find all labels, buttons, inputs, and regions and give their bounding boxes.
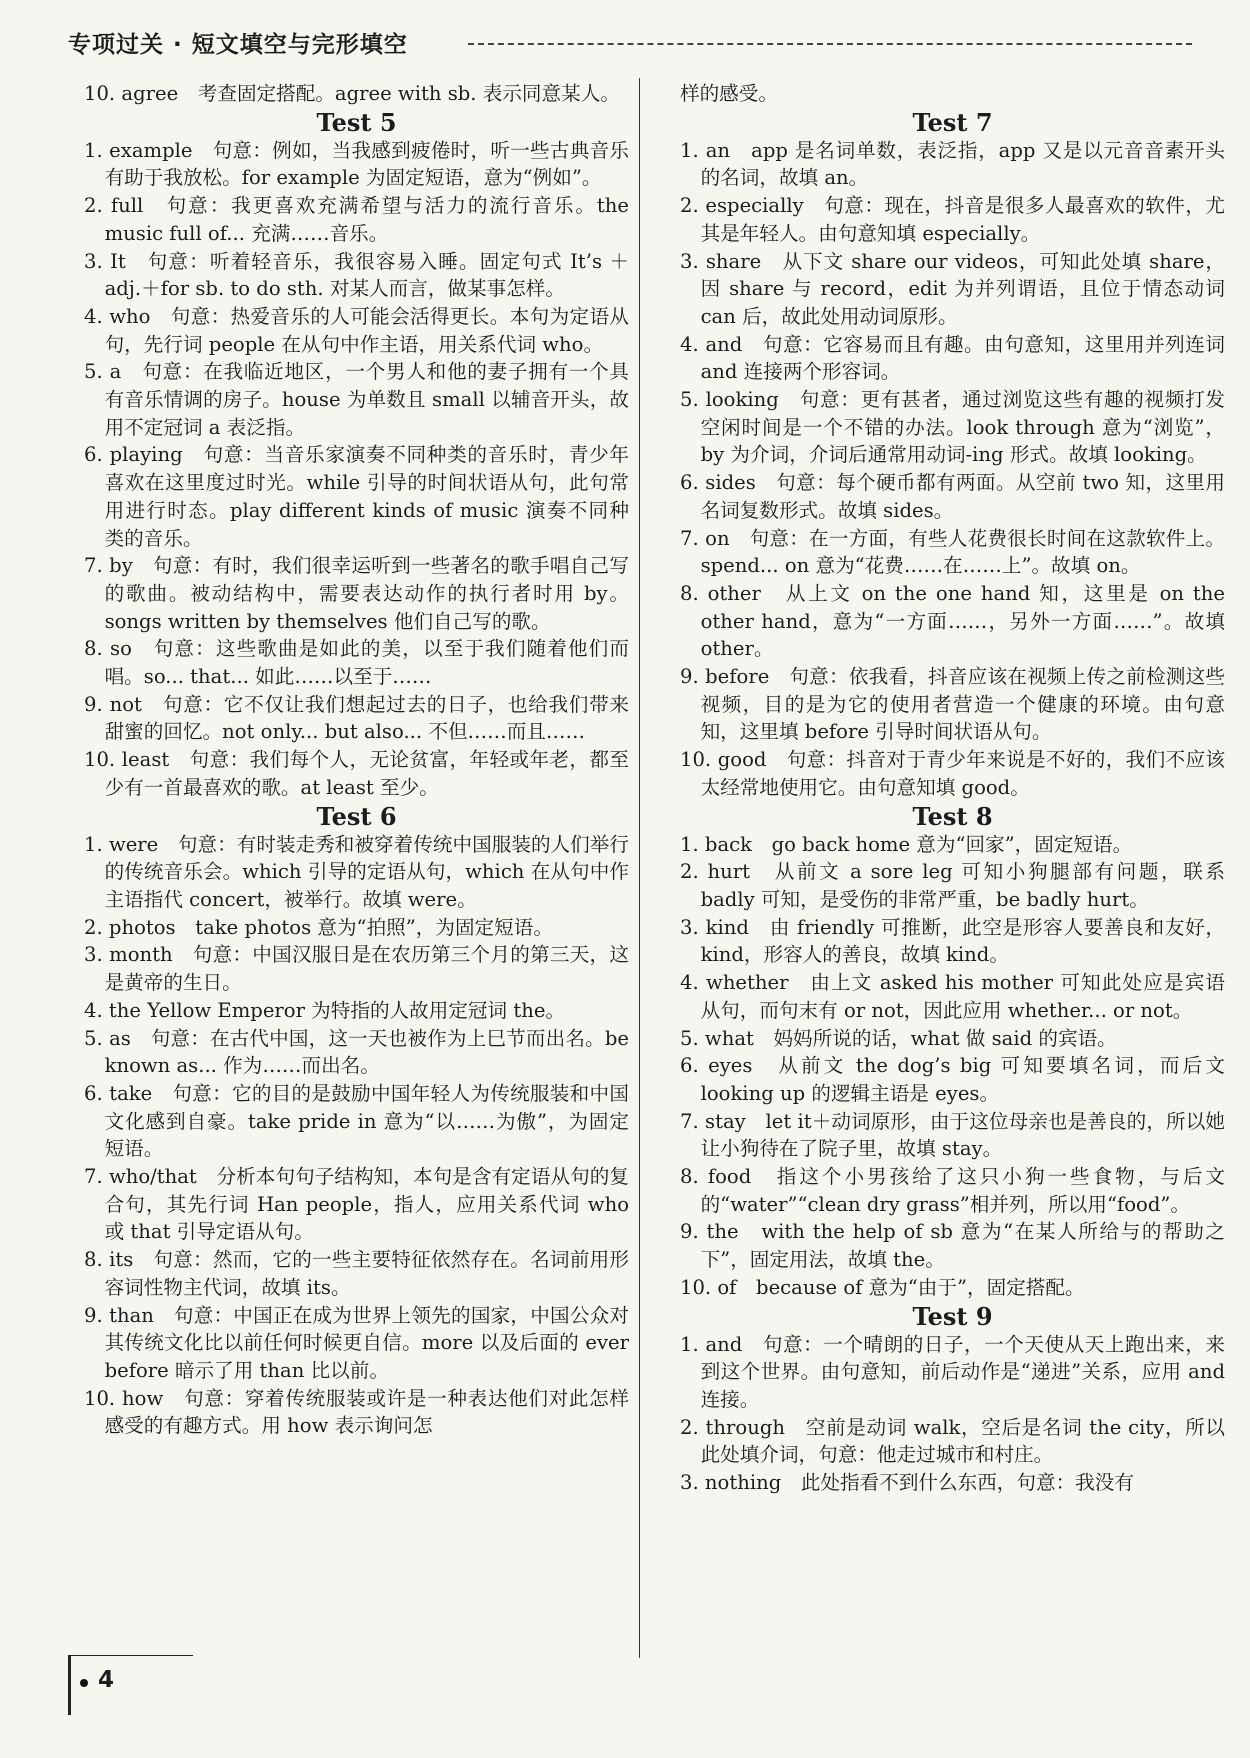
answer-item: 7. by 句意：有时，我们很幸运听到一些著名的歌手唱自己写的歌曲。被动结构中，需要表达动作的执行者时用 by。songs written by themselves 他们自己写的歌。 [84, 554, 629, 633]
answer-item: 8. other 从上文 on the one hand 知，这里是 on the other hand，意为“一方面……，另外一方面……”。故填 other。 [680, 581, 1225, 661]
page-footer [68, 1655, 193, 1715]
answer-item: 3. kind 由 friendly 可推断，此空是形容人要善良和友好，kind，形容人的善良，故填 kind。 [680, 915, 1225, 967]
answer-item: 10. least 句意：我们每个人，无论贫富，年轻或年老，都至少有一首最喜欢的歌。at least 至少。 [84, 748, 629, 799]
section-title: Test 9 [912, 1301, 993, 1331]
answer-item: 1. example 句意：例如，当我感到疲倦时，听一些古典音乐有助于我放松。for example 为固定短语，意为“例如”。 [84, 138, 629, 190]
answer-item: 6. eyes 从前文 the dog’s big 可知要填名词，而后文 looking up 的逻辑主语是 eyes。 [680, 1054, 1225, 1105]
answer-item: 4. who 句意：热爱音乐的人可能会活得更长。本句为定语从句，先行词 people 在从句中作主语，用关系代词 who。 [84, 304, 629, 356]
column-divider [639, 78, 640, 1658]
answer-item: 9. the with the help of sb 意为“在某人所给与的帮助之下”，固定用法，故填 the。 [680, 1220, 1225, 1272]
answer-item: 10. good 句意：抖音对于青少年来说是不好的，我们不应该太经常地使用它。由句意知填 good。 [680, 748, 1225, 799]
answer-item: 10. agree 考查固定搭配。agree with sb. 表示同意某人。 [84, 82, 620, 105]
answer-item: 3. month 句意：中国汉服日是在农历第三个月的第三天，这是黄帝的生日。 [84, 943, 629, 995]
answer-item: 10. how 句意：穿着传统服装或许是一种表达他们对此怎样感受的有趣方式。用 how 表示询问怎 [84, 1386, 629, 1438]
answer-item: 8. its 句意：然而，它的一些主要特征依然存在。名词前用形容词性物主代词，故填 its。 [84, 1248, 629, 1299]
answer-item: 7. on 句意：在一方面，有些人花费很长时间在这款软件上。spend... on 意为“花费……在……上”。故填 on。 [680, 526, 1225, 578]
answer-item: 7. who/that 分析本句句子结构知，本句是含有定语从句的复合句，其先行词 Han people，指人，应用关系代词 who 或 that 引导定语从句。 [84, 1165, 629, 1244]
section-title: Test 7 [912, 107, 993, 137]
answer-item: 5. what 妈妈所说的话，what 做 said 的宾语。 [680, 1026, 1117, 1050]
section-title: Test 6 [316, 801, 397, 831]
answer-item: 7. stay let it＋动词原形，由于这位母亲也是善良的，所以她让小狗待在了院子里，故填 stay。 [680, 1109, 1225, 1161]
answer-item: 9. than 句意：中国正在成为世界上领先的国家，中国公众对其传统文化比以前任何时候更自信。more 以及后面的 ever before 暗示了用 than 比以前。 [84, 1303, 629, 1382]
answer-item: 2. hurt 从前文 a sore leg 可知小狗腿部有问题，联系 badly 可知，是受伤的非常严重，be badly hurt。 [680, 860, 1225, 911]
answer-item: 5. a 句意：在我临近地区，一个男人和他的妻子拥有一个具有音乐情调的房子。house 为单数且 small 以辅音开头，故用不定冠词 a 表泛指。 [84, 360, 629, 439]
answer-item: 1. were 句意：有时装走秀和被穿着传统中国服装的人们举行的传统音乐会。which 引导的定语从句，which 在从句中作主语指代 concert，被举行。故填 were。 [84, 832, 629, 911]
page-number: 4 [98, 1667, 115, 1693]
answer-item: 10. of because of 意为“由于”，固定搭配。 [680, 1275, 1085, 1299]
left-column [84, 80, 629, 1440]
answer-item: 2. especially 句意：现在，抖音是很多人最喜欢的软件，尤其是年轻人。由句意知填 especially。 [680, 194, 1225, 245]
section-title: Test 5 [316, 107, 397, 137]
answer-item: 6. playing 句意：当音乐家演奏不同种类的音乐时，青少年喜欢在这里度过时光。while 引导的时间状语从句，此句常用进行时态。play different kinds of music 演奏不同种类的音乐。 [84, 443, 629, 550]
answer-item: 4. whether 由上文 asked his mother 可知此处应是宾语从句，而句末有 or not，因此应用 whether... or not。 [680, 971, 1225, 1022]
answer-item: 8. so 句意：这些歌曲是如此的美，以至于我们随着他们而唱。so... that... 如此……以至于…… [84, 637, 629, 689]
header-title: 专项过关 · 短文填空与完形填空 [68, 32, 408, 58]
answer-item: 5. as 句意：在古代中国，这一天也被作为上巳节而出名。be known as... 作为……而出名。 [84, 1026, 629, 1078]
answer-item: 4. and 句意：它容易而且有趣。由句意知，这里用并列连词 and 连接两个形容词。 [680, 332, 1225, 384]
answer-item: 4. the Yellow Emperor 为特指的人故用定冠词 the。 [84, 998, 566, 1022]
answer-item: 1. and 句意：一个晴朗的日子，一个天使从天上跑出来，来到这个世界。由句意知，前后动作是“递进”关系，应用 and 连接。 [680, 1332, 1225, 1411]
answer-item: 2. through 空前是动词 walk，空后是名词 the city，所以此处填介词，句意：他走过城市和村庄。 [680, 1415, 1225, 1467]
answer-item: 3. share 从下文 share our videos，可知此处填 share，因 share 与 record，edit 为并列谓语，且位于情态动词 can 后，故此处用动词原形。 [680, 249, 1225, 328]
answer-item: 9. before 句意：依我看，抖音应该在视频上传之前检测这些视频，目的是为它的使用者营造一个健康的环境。由句意知，这里填 before 引导时间状语从句。 [680, 665, 1225, 744]
answer-item: 1. back go back home 意为“回家”，固定短语。 [680, 832, 1133, 856]
answer-item: 6. sides 句意：每个硬币都有两面。从空前 two 知，这里用名词复数形式。故填 sides。 [680, 471, 1225, 522]
answer-item: 3. nothing 此处指看不到什么东西，句意：我没有 [680, 1471, 1134, 1495]
answer-item: 2. photos take photos 意为“拍照”，为固定短语。 [84, 915, 553, 939]
header-dashed-rule [468, 43, 1192, 45]
answer-item: 8. food 指这个小男孩给了这只小狗一些食物，与后文的“water”“clean dry grass”相并列，所以用“food”。 [680, 1165, 1225, 1216]
page-header [68, 26, 1192, 60]
footer-bar [68, 1655, 71, 1715]
answer-item: 9. not 句意：它不仅让我们想起过去的日子，也给我们带来甜蜜的回忆。not only... but also... 不但……而且…… [84, 692, 629, 744]
answer-item: 6. take 句意：它的目的是鼓励中国年轻人为传统服装和中国文化感到自豪。take pride in 意为“以……为傲”，为固定短语。 [84, 1081, 629, 1161]
answer-item: 3. It 句意：听着轻音乐，我很容易入睡。固定句式 It’s ＋adj.＋for sb. to do sth. 对某人而言，做某事怎样。 [84, 249, 629, 301]
footer-rule [68, 1655, 193, 1656]
section-title: Test 8 [912, 801, 993, 831]
continued-text: 样的感受。 [680, 82, 778, 105]
answer-item: 2. full 句意：我更喜欢充满希望与活力的流行音乐。the music full of... 充满……音乐。 [84, 194, 629, 245]
answer-item: 5. looking 句意：更有甚者，通过浏览这些有趣的视频打发空闲时间是一个不错的办法。look through 意为“浏览”，by 为介词，介词后通常用动词-ing 形式。故填 looking。 [680, 388, 1225, 467]
bullet-icon [80, 1679, 88, 1687]
answer-item: 1. an app 是名词单数，表泛指，app 又是以元音音素开头的名词，故填 an。 [680, 138, 1225, 190]
right-column [680, 80, 1225, 1497]
